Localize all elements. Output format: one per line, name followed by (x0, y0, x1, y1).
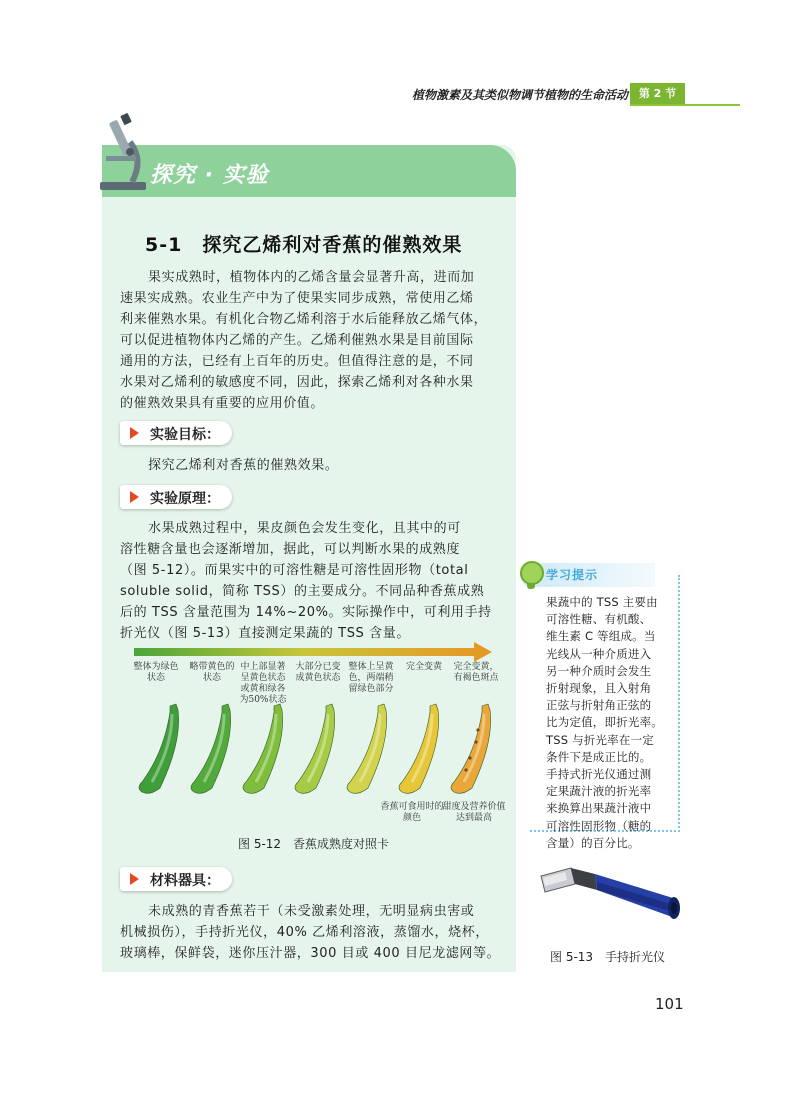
text-line: 探究乙烯利对香蕉的催熟效果。 (148, 458, 339, 473)
text-line: 折光仪（图 5-13）直接测定果蔬的 TSS 含量。 (120, 626, 410, 641)
tip-line: 定果蔬汁液的折光率 (546, 784, 652, 799)
principle-paragraph (120, 518, 505, 644)
goal-paragraph (120, 455, 505, 476)
triangle-icon (130, 873, 139, 885)
brown-spot (474, 740, 477, 743)
goal-subheading (120, 421, 232, 445)
ripeness-arrow (134, 648, 474, 656)
text-line: 的催熟效果具有重要的应用价值。 (120, 396, 325, 411)
stage-label: 中上部显著呈黄色状态或黄和绿各为50%状态 (239, 662, 287, 705)
stage-label: 整体上呈黄色，两端稍留绿色部分 (348, 662, 394, 694)
experiment-heading: 5-1 探究乙烯利对香蕉的催熟效果 (145, 234, 463, 256)
stage-label: 略带黄色的状态 (189, 662, 235, 683)
stage-label: 完全变黄 (405, 662, 442, 672)
page-number: 101 (655, 995, 684, 1013)
figure-5-13-caption: 图 5-13 手持折光仪 (550, 950, 666, 964)
banana (139, 704, 179, 793)
text-line: 水果成熟过程中，果皮颜色会发生变化，且其中的可 (148, 521, 461, 536)
banana-row (130, 702, 510, 802)
tip-line: 手持式折光仪通过测 (546, 767, 652, 782)
microscope-icon (92, 112, 152, 194)
banana (243, 704, 283, 793)
tip-line: 维生素 C 等组成。当 (546, 629, 656, 644)
tip-title: 学习提示 (546, 568, 599, 582)
lightbulb-icon (520, 561, 544, 585)
text-line: 未成熟的青香蕉若干（未受激素处理，无明显病虫害或 (148, 904, 475, 919)
sweetness-note: 甜度及营养价值达到最高 (442, 802, 506, 823)
tip-line: TSS 与折光率在一定 (546, 732, 654, 747)
stage-label: 完全变黄，有褐色斑点 (453, 662, 499, 683)
figure-5-12-caption: 图 5-12 香蕉成熟度对照卡 (238, 837, 390, 851)
tip-line: 可溶性糖、有机酸、 (546, 612, 652, 627)
tip-text (546, 594, 671, 852)
materials-paragraph (120, 901, 505, 964)
banana (295, 704, 335, 793)
banana (347, 704, 387, 793)
text-line: 后的 TSS 含量范围为 14%~20%。实际操作中，可利用手持 (120, 605, 492, 620)
text-line: 果实成熟时，植物体内的乙烯含量会显著升高，进而加 (148, 270, 475, 285)
principle-subheading (120, 485, 232, 509)
tip-line: 来换算出果蔬汁液中 (546, 801, 652, 816)
brown-spot (476, 728, 479, 731)
tip-line: 光线从一种介质进入 (546, 646, 652, 661)
triangle-icon (130, 427, 139, 439)
tip-line: 可溶性固形物（糖的 (546, 818, 652, 833)
banana (399, 704, 439, 793)
materials-subheading (120, 867, 232, 891)
goal-label: 实验目标： (150, 427, 220, 443)
brown-spot (468, 756, 471, 759)
triangle-icon (130, 491, 139, 503)
edible-note: 香蕉可食用时的颜色 (380, 802, 444, 823)
intro-paragraph (120, 267, 505, 414)
tip-line: 条件下是成正比的。 (546, 749, 652, 764)
section-tag: 第 2 节 (630, 83, 685, 105)
text-line: 水果对乙烯利的敏感度不同，因此，探索乙烯利对各种水果 (120, 375, 474, 390)
text-line: 可以促进植物体内乙烯的产生。乙烯利催熟水果是目前国际 (120, 333, 474, 348)
banner-title: 探究 · 实验 (150, 163, 269, 188)
text-line: 溶性糖含量也会逐渐增加，据此，可以判断水果的成熟度 (120, 542, 461, 557)
banana-ripeness-chart (130, 640, 510, 840)
materials-label: 材料器具： (150, 873, 220, 889)
lightbulb-base-icon (527, 583, 535, 589)
text-line: （图 5-12）。而果实中的可溶性糖是可溶性固形物（total (120, 563, 469, 578)
text-line: 利来催熟水果。有机化合物乙烯利溶于水后能释放乙烯气体， (120, 312, 488, 327)
header-rule (630, 104, 740, 106)
banana (451, 704, 491, 793)
brown-spot (464, 768, 467, 771)
text-line: soluble solid，简称 TSS）的主要成分。不同品种香蕉成熟 (120, 584, 485, 599)
chapter-running-title: 植物激素及其类似物调节植物的生命活动 (412, 88, 629, 102)
tip-line: 另一种介质时会发生 (546, 663, 652, 678)
text-line: 速果实成熟。农业生产中为了使果实同步成熟，常使用乙烯 (120, 291, 474, 306)
tip-line: 果蔬中的 TSS 主要由 (546, 595, 658, 609)
stage-label: 整体为绿色状态 (133, 662, 179, 683)
tip-line: 比为定值，即折光率。 (546, 715, 663, 730)
tip-line: 折射现象，且入射角 (546, 681, 652, 696)
text-line: 通用的方法，已经有上百年的历史。但值得注意的是，不同 (120, 354, 474, 369)
stage-label: 大部分已变成黄色状态 (295, 662, 341, 683)
refractometer-image (535, 860, 685, 935)
principle-label: 实验原理： (150, 491, 220, 507)
banana (191, 704, 231, 793)
tip-line: 正弦与折射角正弦的 (546, 698, 652, 713)
text-line: 玻璃棒，保鲜袋，迷你压汁器，300 目或 400 目尼龙滤网等。 (120, 946, 501, 961)
arrow-head-icon (474, 642, 492, 662)
text-line: 机械损伤），手持折光仪，40% 乙烯利溶液，蒸馏水，烧杯， (120, 925, 489, 940)
tip-line: 含量）的百分比。 (546, 835, 640, 850)
